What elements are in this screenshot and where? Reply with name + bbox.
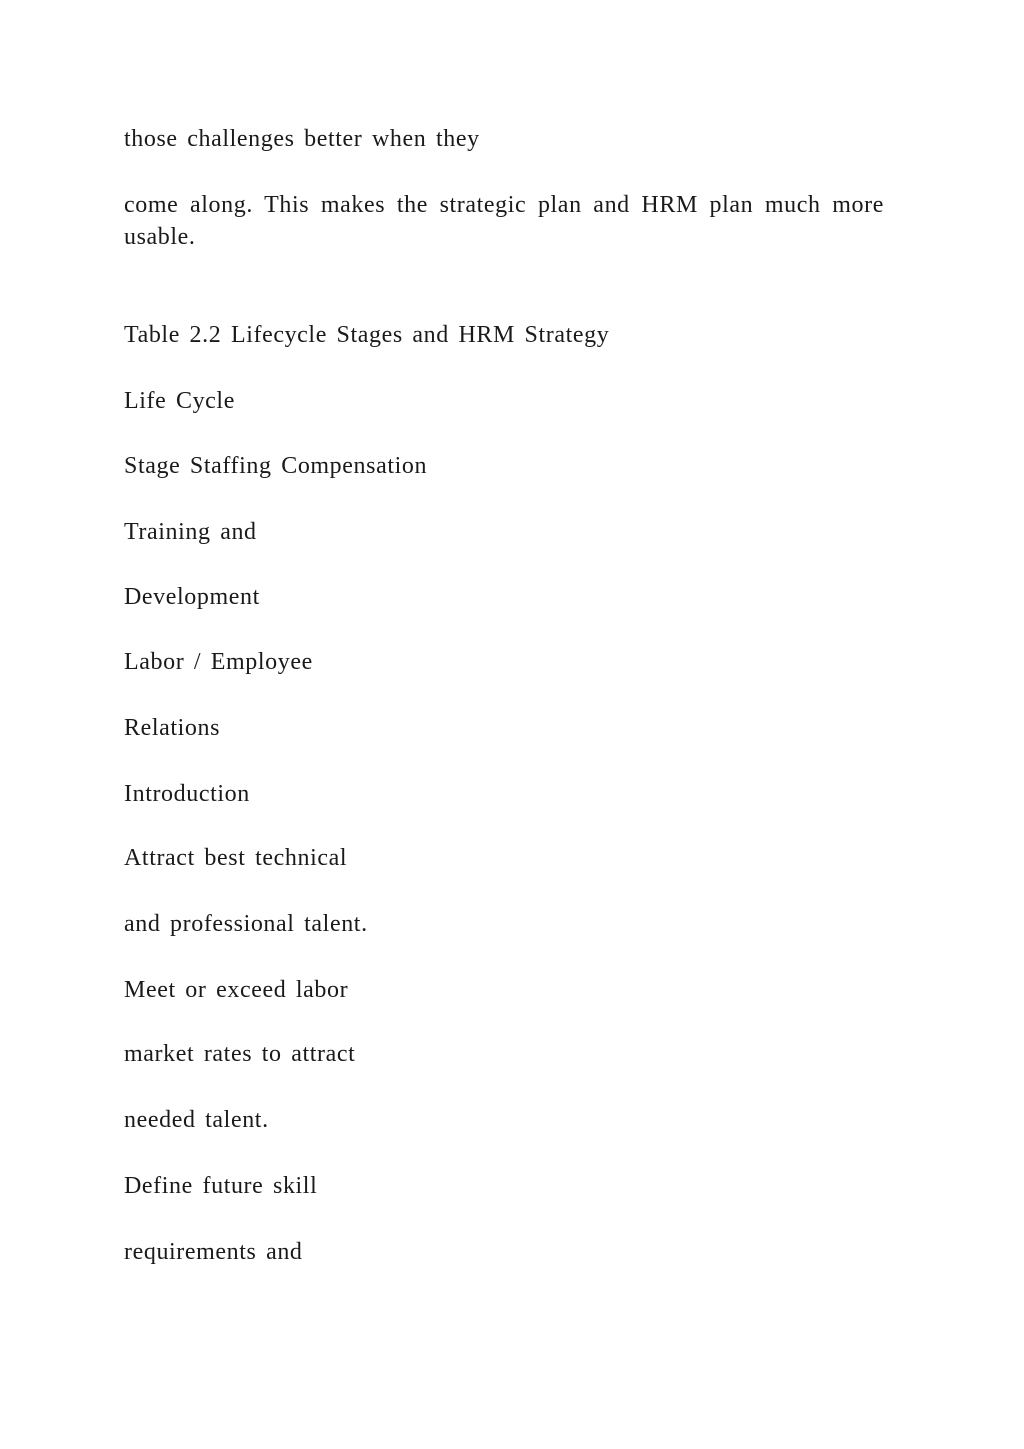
table-caption: Table 2.2 Lifecycle Stages and HRM Strategy [124,322,610,348]
text-line: Define future skill [124,1173,318,1199]
text-line: Stage Staffing Compensation [124,453,428,479]
text-line: those challenges better when they [124,126,480,152]
text-line: Development [124,584,260,610]
text-line: needed talent. [124,1107,269,1133]
text-line: Attract best technical [124,845,348,871]
text-line: market rates to attract [124,1041,356,1067]
text-line: Introduction [124,781,250,807]
text-line: Meet or exceed labor [124,977,349,1003]
text-line: and professional talent. [124,911,368,937]
text-line: Labor / Employee [124,649,313,675]
paragraph: come along. This makes the strategic plan and HRM plan much more usable. [124,192,884,250]
text-line: Relations [124,715,221,741]
text-line: requirements and [124,1239,303,1265]
text-line: Life Cycle [124,388,235,414]
text-line: Training and [124,519,257,545]
